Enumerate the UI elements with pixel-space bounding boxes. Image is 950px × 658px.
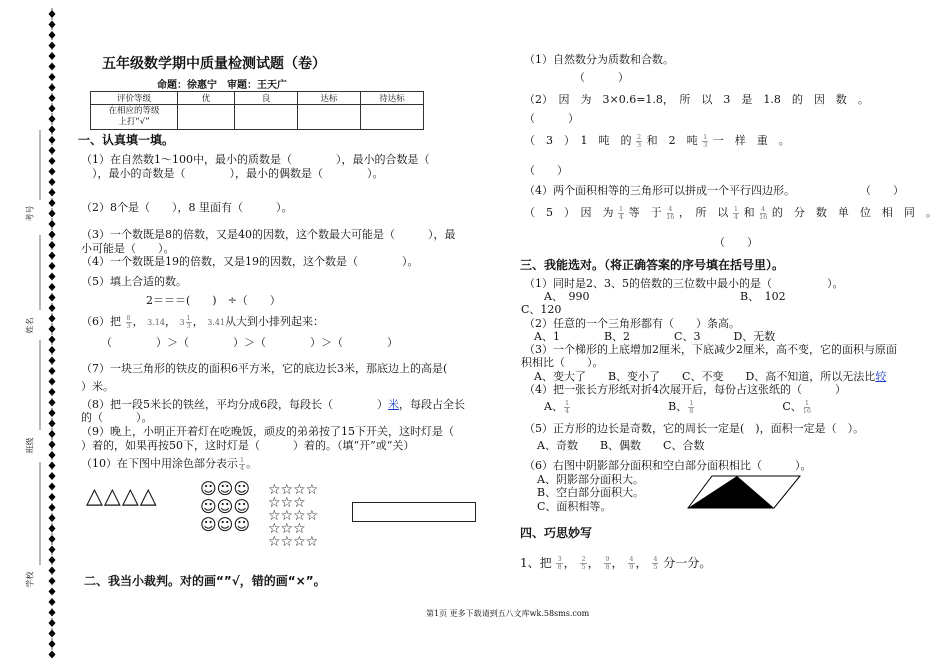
eval-header: 优 <box>178 92 235 105</box>
link-mi[interactable]: 米 <box>388 398 399 411</box>
s3-q6: （6）右图中阴影部分面积和空白部分面积相比（ ）。 <box>524 459 812 472</box>
s3-q3-line1: （3）一个梯形的上底增加2厘米，下底减少2厘米，高不变，它的面积与原面 <box>524 343 897 356</box>
s1-q3-line2: 小可能是（ ）。 <box>81 242 175 255</box>
s2-q5-paren: （ ） <box>714 236 758 249</box>
section2-heading: 二、我当小裁判。对的画“”√，错的画“×”。 <box>84 574 326 588</box>
eval-cell[interactable] <box>235 105 298 130</box>
s2-q2: （2） 因 为 3×0.6=1.8， 所 以 3 是 1.8 的 因 数 。 <box>524 93 869 106</box>
eval-header: 评价等级 <box>91 92 178 105</box>
section4-heading: 四、巧思妙写 <box>520 526 593 540</box>
page-footer: 第1页 更多下载请到五八文库wk.58sms.com <box>426 609 590 618</box>
s1-q1-line2: ），最小的奇数是（ ），最小的偶数是（ ）。 <box>81 167 384 180</box>
eval-header: 达标 <box>298 92 361 105</box>
s3-q2: （2）任意的一个三角形都有（ ）条高。 <box>524 317 740 330</box>
s3-q6-a: A、阴影部分面积大。 <box>537 473 644 486</box>
page-title: 五年级数学期中质量检测试题（卷） <box>102 56 326 72</box>
smiley-faces: ☺☺☺ ☺☺☺ ☺☺☺ <box>200 479 251 534</box>
s3-q5: （5）正方形的边长是奇数，它的周长一定是( )，面积一定是（ ）。 <box>524 422 865 435</box>
fraction: $\frac{1}{16}$ <box>802 398 812 415</box>
s1-q1-line1: （1）在自然数1～100中，最小的质数是（ ），最小的合数是（ <box>81 153 430 166</box>
binding-label-name: 姓名 <box>25 317 35 334</box>
star-shapes: ☆☆☆☆ ☆☆☆ ☆☆☆☆ ☆☆☆ ☆☆☆☆ <box>268 482 319 550</box>
fraction: $\frac{1}{3}$ <box>703 132 708 149</box>
fraction: $\frac{4}{9}$ <box>629 555 634 571</box>
s1-q9-line1: （9）晚上，小明正开着灯在吃晚饭，顽皮的弟弟按了15下开关，这时灯是（ <box>81 425 454 438</box>
fraction: $\frac{8}{3}$ <box>126 313 131 330</box>
s2-q2-paren: （ ） <box>524 112 579 125</box>
section3-heading: 三、我能选对。（将正确答案的序号填在括号里）。 <box>520 258 785 272</box>
s3-q1-b: B、 102 <box>740 290 786 303</box>
s3-q2-options: A、1 B、2 C、3 D、无数 <box>534 330 776 343</box>
s2-q1: （1）自然数分为质数和合数。 <box>524 53 674 66</box>
eval-row-label: 在相应的等级 上打“√” <box>91 105 178 130</box>
eval-cell[interactable] <box>361 105 424 130</box>
binding-label-class: 班级 <box>25 437 35 454</box>
s2-q5: （ 5 ） 因 为 $\frac{1}{4}$ 等 于 $\frac{4}{16}$ ， 所 以 $\frac{1}{4}$ 和 $\frac{4}{16}$ 的 分 数 单 位 相 同 。 <box>524 204 937 221</box>
authors-line: 命题：徐惠宁 审题：王天广 <box>157 80 287 91</box>
s1-q5: （5）填上合适的数。 <box>81 275 187 288</box>
s1-q7-line1: （7）一块三角形的铁皮的面积6平方米，它的底边长3米，那底边上的高是( <box>81 362 448 375</box>
eval-cell[interactable] <box>298 105 361 130</box>
s3-q6-c: C、面积相等。 <box>537 500 612 513</box>
eval-cell[interactable] <box>178 105 235 130</box>
s1-q8-line1: （8）把一段5米长的铁丝，平均分成6段，每段长（ ）米，每段占全长 <box>81 398 465 411</box>
fraction: $\frac{1}{3}$ <box>186 313 191 330</box>
eval-header: 良 <box>235 92 298 105</box>
s1-q2: （2）8个是（ ），8 里面有（ ）。 <box>81 201 293 214</box>
fraction: $\frac{1}{8}$ <box>689 398 694 415</box>
binding-label-school: 学校 <box>25 571 35 588</box>
parallelogram-figure <box>686 474 802 510</box>
s1-q7-line2: ）米。 <box>81 380 114 393</box>
s1-q9-line2: ）着的，如果再按50下，这时灯是（ ）着的。（填“开”或“关） <box>81 439 415 452</box>
fraction: $\frac{4}{16}$ <box>759 204 768 221</box>
s4-q1: 1、把 $\frac{3}{8}$ ， $\frac{2}{5}$ ， $\frac{9}{8}$ ， $\frac{4}{9}$ ， $\frac{4}{5}$ 分一分。 <box>520 555 712 571</box>
s2-q4: （4）两个面积相等的三角形可以拼成一个平行四边形。 <box>524 184 795 197</box>
s3-q4-options: A、 $\frac{1}{4}$ B、 $\frac{1}{8}$ C、 $\frac{1}{16}$ <box>544 398 812 415</box>
s2-q1-paren: （ ） <box>574 71 629 84</box>
section1-heading: 一、认真填一填。 <box>78 133 175 147</box>
answer-rectangle <box>352 502 476 522</box>
fraction: $\frac{3}{8}$ <box>557 555 562 571</box>
s2-q3: （ 3 ） 1 吨 的 $\frac{2}{3}$ 和 2 吨 $\frac{1}{3}$ 一 样 重 。 <box>524 132 790 149</box>
fraction: $\frac{1}{4}$ <box>564 398 570 415</box>
s3-q1: （1）同时是2、3、5的倍数的三位数中最小的是（ ）。 <box>524 277 844 290</box>
s3-q3-options: A、变大了 B、变小了 C、不变 D、高不知道，所以无法比较 <box>534 370 887 383</box>
link-jiao[interactable]: 较 <box>875 370 887 383</box>
binding-lines <box>0 0 60 658</box>
fraction: $\frac{1}{4}$ <box>733 204 739 221</box>
s1-q10: （10）在下图中用涂色部分表示 $\frac{1}{4}$ 。 <box>81 455 258 472</box>
s3-q4: （4）把一张长方形纸对折4次展开后，每份占这张纸的（ ） <box>524 383 846 396</box>
fraction: $\frac{1}{4}$ <box>619 204 624 221</box>
s1-q6: （6）把 $\frac{8}{3}$ ， 3.14， 3 $\frac{1}{3}$ ， 3.41从大到小排列起来： <box>81 313 324 330</box>
s3-q1-a: A、 990 <box>544 290 590 303</box>
s2-q4-paren: （ ） <box>860 184 904 197</box>
binding-label-exam-no: 考号 <box>25 205 35 222</box>
s3-q5-options: A、奇数 B、偶数 C、合数 <box>537 439 705 452</box>
evaluation-table <box>90 91 424 130</box>
s3-q1-c: C、120 <box>521 303 562 316</box>
fraction: $\frac{4}{5}$ <box>653 555 658 571</box>
s3-q3-line2: 积相比（ ）。 <box>521 356 604 369</box>
fraction: $\frac{2}{5}$ <box>581 555 586 571</box>
s1-q6-order: （ ）＞（ ）＞（ ）＞（ ） <box>101 336 398 349</box>
s1-q3-line1: （3）一个数既是8的倍数，又是40的因数，这个数最大可能是（ ），最 <box>81 228 456 241</box>
s1-q8-line2: 的（ ）。 <box>81 411 153 424</box>
s2-q3-paren: （ ） <box>524 164 568 177</box>
fraction: $\frac{2}{3}$ <box>637 132 642 149</box>
fraction: $\frac{4}{16}$ <box>666 204 675 221</box>
s3-q6-b: B、空白部分面积大。 <box>537 486 645 499</box>
fraction: $\frac{9}{8}$ <box>605 555 610 571</box>
s1-q5-equation: 2＝＝＝( ) ÷（ ） <box>146 294 281 307</box>
fraction: $\frac{1}{4}$ <box>240 455 245 472</box>
triangle-shapes: △△△△ <box>86 484 158 509</box>
eval-header: 待达标 <box>361 92 424 105</box>
s1-q4: （4）一个数既是19的倍数，又是19的因数，这个数是（ ）。 <box>81 255 419 268</box>
